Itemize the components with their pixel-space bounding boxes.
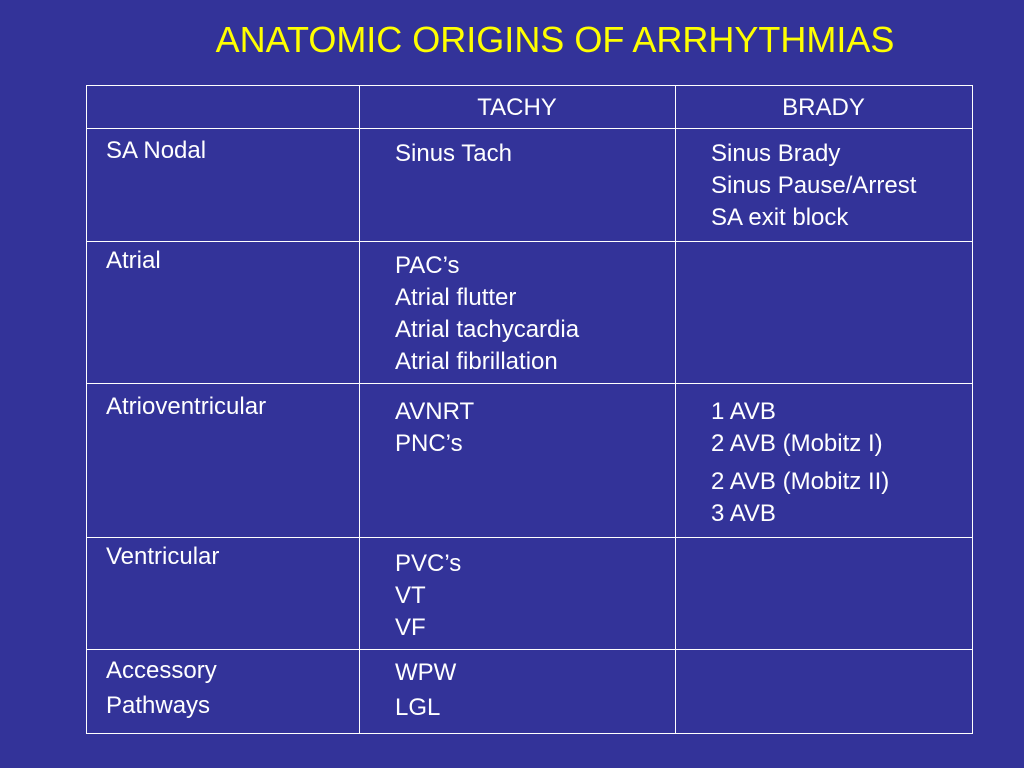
tachy-cell-accessory-pathways xyxy=(395,655,456,725)
tachy-item: WPW xyxy=(395,659,457,686)
origin-label: Atrioventricular xyxy=(106,393,267,420)
brady-item: 3 AVB xyxy=(711,500,776,527)
tachy-item: VF xyxy=(395,614,426,641)
origin-label: Atrial xyxy=(106,247,161,274)
brady-item: Sinus Brady xyxy=(711,140,841,167)
origin-cell-ventricular xyxy=(106,541,219,573)
row-divider xyxy=(87,649,972,650)
column-divider xyxy=(359,86,360,733)
brady-item: Sinus Pause/Arrest xyxy=(711,172,917,199)
origin-cell-atrioventricular xyxy=(106,391,266,423)
tachy-item: AVNRT xyxy=(395,398,475,425)
brady-item: 1 AVB xyxy=(711,398,776,425)
origin-cell-sa-nodal xyxy=(106,135,206,167)
header-brady: BRADY xyxy=(782,94,865,121)
tachy-item: VT xyxy=(395,582,426,609)
brady-item: SA exit block xyxy=(711,204,849,231)
row-divider xyxy=(87,241,972,242)
brady-item: 2 AVB (Mobitz II) xyxy=(711,468,890,495)
origin-cell-accessory-pathways xyxy=(106,653,217,723)
tachy-item: PVC’s xyxy=(395,550,462,577)
column-divider xyxy=(675,86,676,733)
origin-label: Ventricular xyxy=(106,543,220,570)
tachy-cell-sa-nodal xyxy=(395,138,512,170)
origin-label: SA Nodal xyxy=(106,137,207,164)
row-divider xyxy=(87,537,972,538)
origin-cell-atrial xyxy=(106,245,161,277)
tachy-item: Atrial tachycardia xyxy=(395,316,580,343)
brady-cell-atrioventricular xyxy=(711,396,889,530)
origin-label: Pathways xyxy=(106,692,211,719)
tachy-cell-ventricular xyxy=(395,548,461,644)
slide-title: ANATOMIC ORIGINS OF ARRHYTHMIAS xyxy=(215,19,895,60)
tachy-item: Sinus Tach xyxy=(395,140,512,167)
brady-item: 2 AVB (Mobitz I) xyxy=(711,430,883,457)
arrhythmia-table xyxy=(86,85,973,734)
header-tachy: TACHY xyxy=(477,94,557,121)
tachy-item: LGL xyxy=(395,694,441,721)
tachy-cell-atrial xyxy=(395,250,579,378)
row-divider xyxy=(87,383,972,384)
tachy-cell-atrioventricular xyxy=(395,396,474,460)
tachy-item: Atrial fibrillation xyxy=(395,348,558,375)
origin-label: Accessory xyxy=(106,657,217,684)
tachy-item: Atrial flutter xyxy=(395,284,517,311)
tachy-item: PAC’s xyxy=(395,252,460,279)
row-divider xyxy=(87,128,972,129)
brady-cell-sa-nodal xyxy=(711,138,916,234)
tachy-item: PNC’s xyxy=(395,430,463,457)
